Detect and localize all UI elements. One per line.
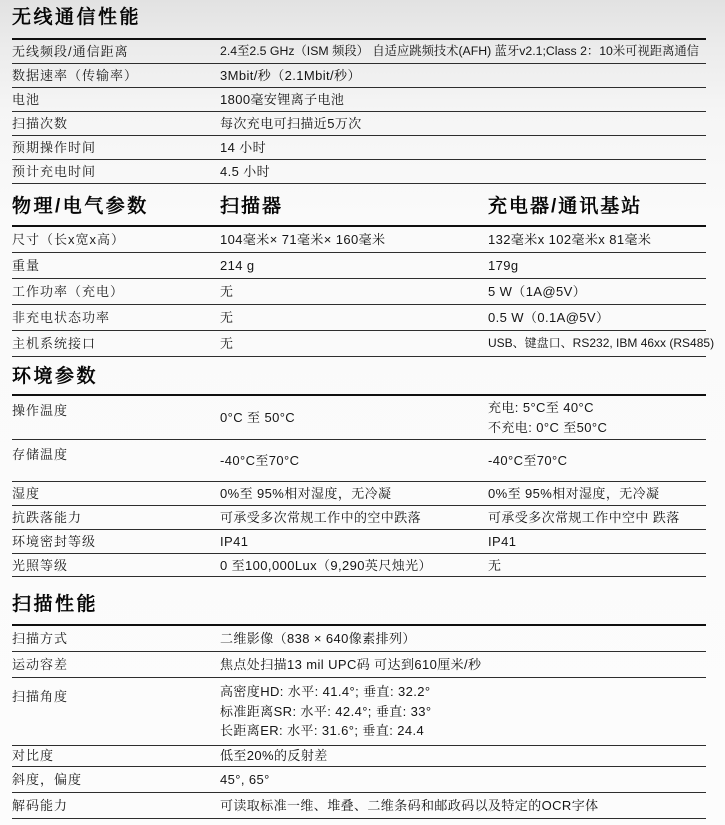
spec-value-scanner: 0 至100,000Lux（9,290英尺烛光） <box>220 557 432 573</box>
spec-label: 存储温度 <box>12 447 69 462</box>
spec-row <box>12 554 706 577</box>
value-line: 高密度HD: 水平: 41.4°; 垂直: 32.2° <box>220 684 431 699</box>
value-line: 标准距离SR: 水平: 42.4°; 垂直: 33° <box>220 703 432 719</box>
spec-row <box>12 136 706 160</box>
spec-value-scanner: 无 <box>220 336 234 351</box>
section-title: 扫描性能 <box>12 594 99 615</box>
spec-row <box>12 279 706 305</box>
spec-label: 运动容差 <box>12 657 69 672</box>
spec-table <box>12 227 715 357</box>
spec-row <box>12 767 706 793</box>
spec-label: 尺寸（长x宽x高） <box>12 232 126 247</box>
spec-row <box>12 652 706 678</box>
spec-row <box>12 440 706 482</box>
spec-label: 预期操作时间 <box>12 140 97 155</box>
spec-table <box>12 40 706 184</box>
value-line: 充电: 5°C至 40°C <box>488 400 594 415</box>
value-line: 不充电: 0°C 至50°C <box>488 419 608 435</box>
spec-label: 扫描角度 <box>12 689 69 704</box>
spec-value: 二维影像（838 × 640像素排列） <box>220 631 416 646</box>
spec-row <box>12 253 706 279</box>
spec-value-cradle: -40°C至70°C <box>488 453 568 468</box>
spec-row <box>12 626 706 652</box>
spec-label: 操作温度 <box>12 403 69 418</box>
spec-label: 对比度 <box>12 748 55 763</box>
section-title: 环境参数 <box>12 366 99 387</box>
spec-row <box>12 396 706 440</box>
spec-label: 扫描次数 <box>12 116 69 131</box>
section-physical-electrical <box>12 184 715 357</box>
spec-value-scanner: -40°C至70°C <box>220 453 300 468</box>
spec-value-scanner: 可承受多次常规工作中的空中跌落 <box>220 510 422 525</box>
spec-value: 14 小时 <box>220 140 267 155</box>
spec-value: 4.5 小时 <box>220 164 271 179</box>
section-title: 物理/电气参数 <box>12 196 149 217</box>
section-wireless-performance <box>12 0 706 184</box>
spec-row <box>12 482 706 506</box>
section-environment <box>12 357 706 577</box>
spec-label: 抗跌落能力 <box>12 510 83 525</box>
spec-label: 电池 <box>12 92 41 107</box>
spec-value-cradle: USB、键盘口、RS232, IBM 46xx (RS485) <box>488 336 715 350</box>
spec-row <box>12 506 706 530</box>
spec-row <box>12 746 706 767</box>
spec-value: 2.4至2.5 GHz（ISM 频段） 自适应跳频技术(AFH) 蓝牙v2.1;Class 2：10米可视距离通信 <box>220 44 699 58</box>
spec-value-cradle: 0%至 95%相对湿度，无冷凝 <box>488 486 660 501</box>
spec-label: 斜度，偏度 <box>12 771 83 787</box>
spec-row <box>12 227 706 253</box>
spec-value-scanner: 无 <box>220 310 234 325</box>
spec-row <box>12 331 715 357</box>
spec-value: 每次充电可扫描近5万次 <box>220 116 362 131</box>
section-title: 无线通信性能 <box>12 7 142 28</box>
spec-row <box>12 160 706 184</box>
section-header <box>12 577 706 626</box>
spec-label: 无线频段/通信距离 <box>12 44 129 59</box>
spec-value: 可读取标准一维、堆叠、二维条码和邮政码以及特定的OCR字体 <box>220 797 599 813</box>
spec-row <box>12 40 706 64</box>
spec-label: 湿度 <box>12 486 41 501</box>
spec-label: 工作功率（充电） <box>12 284 125 299</box>
spec-value: 焦点处扫描13 mil UPC码 可达到610厘米/秒 <box>220 657 482 672</box>
spec-label: 重量 <box>12 258 41 273</box>
column-header-cradle: 充电器/通讯基站 <box>488 196 643 217</box>
spec-table <box>12 396 706 577</box>
spec-label: 解码能力 <box>12 797 69 813</box>
value-line: 长距离ER: 水平: 31.6°; 垂直: 24.4 <box>220 723 425 738</box>
spec-value-cradle: 0.5 W（0.1A@5V） <box>488 310 610 325</box>
section-header <box>12 0 706 40</box>
spec-row <box>12 793 706 819</box>
spec-value: 低至20%的反射差 <box>220 748 328 763</box>
spec-value-cradle: 5 W（1A@5V） <box>488 284 587 299</box>
spec-label: 光照等级 <box>12 557 69 573</box>
spec-value: 1800毫安锂离子电池 <box>220 92 345 107</box>
spec-row <box>12 678 706 746</box>
spec-value-cradle: IP41 <box>488 534 517 549</box>
spec-value-scanner: 无 <box>220 284 234 299</box>
spec-label: 主机系统接口 <box>12 336 97 351</box>
spec-row <box>12 64 706 88</box>
spec-value <box>220 682 706 741</box>
section-scanning-performance <box>12 577 706 819</box>
section-header <box>12 184 706 227</box>
spec-value-scanner: IP41 <box>220 534 249 549</box>
spec-value-cradle: 可承受多次常规工作中空中 跌落 <box>488 510 680 525</box>
spec-value-cradle: 132毫米x 102毫米x 81毫米 <box>488 232 652 247</box>
spec-table <box>12 626 706 819</box>
spec-label: 数据速率（传输率） <box>12 68 139 83</box>
spec-label: 环境密封等级 <box>12 534 97 549</box>
spec-label: 扫描方式 <box>12 631 69 646</box>
spec-value-scanner: 214 g <box>220 258 255 273</box>
spec-label: 非充电状态功率 <box>12 310 111 325</box>
spec-label: 预计充电时间 <box>12 164 97 179</box>
spec-value-scanner: 104毫米× 71毫米× 160毫米 <box>220 232 386 247</box>
spec-value-scanner: 0°C 至 50°C <box>220 410 296 425</box>
spec-value-cradle: 179g <box>488 258 519 273</box>
spec-value-cradle: 无 <box>488 557 502 573</box>
spec-row <box>12 305 706 331</box>
spec-value: 3Mbit/秒（2.1Mbit/秒） <box>220 68 361 83</box>
spec-row <box>12 112 706 136</box>
column-header-scanner: 扫描器 <box>220 196 284 217</box>
spec-value: 45°, 65° <box>220 771 270 787</box>
spec-row <box>12 530 706 554</box>
section-header <box>12 357 706 396</box>
spec-value-scanner: 0%至 95%相对湿度，无冷凝 <box>220 486 392 501</box>
spec-row <box>12 88 706 112</box>
spec-value-cradle <box>488 398 706 437</box>
